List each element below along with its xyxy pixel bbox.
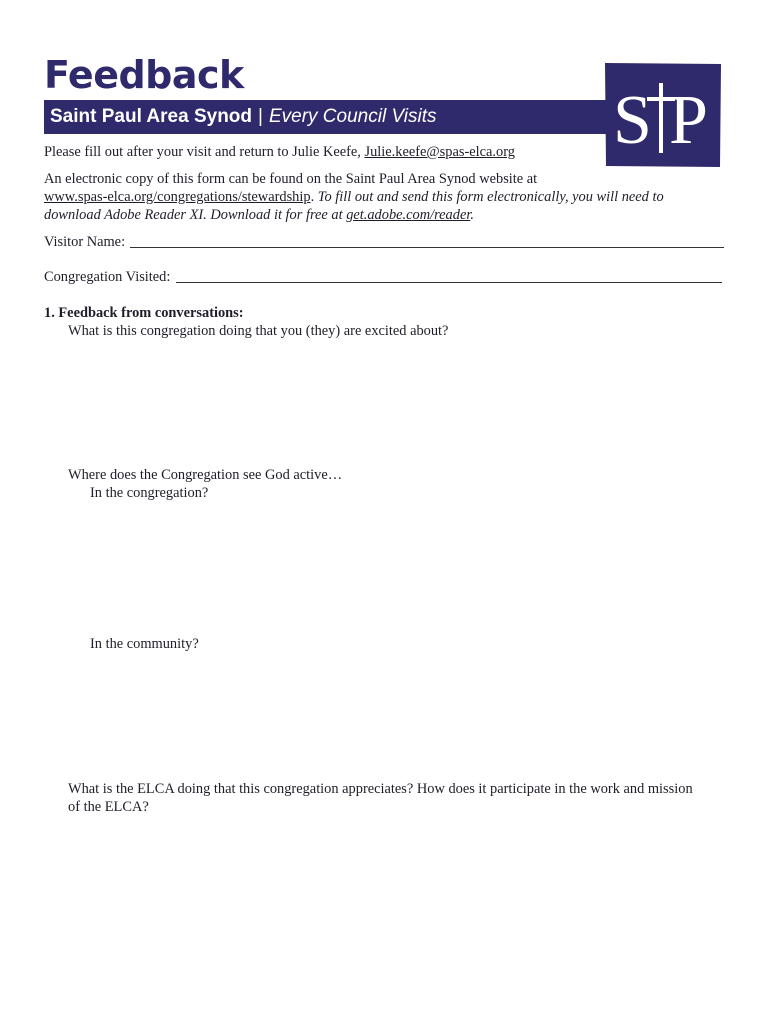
synod-name: Saint Paul Area Synod	[50, 106, 253, 127]
answer-area-3[interactable]	[68, 822, 724, 1002]
logo-letter-s: S	[613, 82, 652, 159]
visitor-name-field[interactable]	[130, 233, 724, 248]
sp-cross-logo-icon	[603, 61, 723, 169]
visitor-name-label: Visitor Name:	[44, 234, 126, 250]
instructions-part1: To fill out and send this form electronically, you will need to	[314, 189, 664, 205]
answer-area-2b[interactable]	[90, 657, 724, 772]
website-line	[44, 188, 664, 206]
answer-area-2a[interactable]	[90, 506, 724, 626]
answer-area-1[interactable]	[68, 345, 724, 455]
email-link[interactable]: Julie.keefe@spas-elca.org	[364, 144, 515, 160]
congregation-field[interactable]	[176, 268, 722, 283]
adobe-period: .	[470, 207, 474, 223]
logo-letter-p: P	[669, 82, 708, 159]
return-text: Please fill out after your visit and return to Julie Keefe,	[44, 144, 365, 160]
copy-line: An electronic copy of this form can be found on the Saint Paul Area Synod website at	[44, 171, 538, 187]
page-title: Feedback	[44, 53, 244, 97]
question-3-line2: of the ELCA?	[68, 799, 149, 815]
website-period: .	[310, 189, 315, 205]
question-3-line1: What is the ELCA doing that this congregation appreciates? How does it participate in the work and mission	[68, 781, 693, 797]
congregation-label: Congregation Visited:	[44, 269, 171, 285]
banner-separator: |	[258, 106, 263, 127]
banner-subtitle: Every Council Visits	[268, 106, 437, 127]
question-2: Where does the Congregation see God active…	[68, 467, 343, 483]
instructions-part2: download Adobe Reader XI. Download it for free at	[44, 207, 347, 223]
download-line	[44, 206, 474, 224]
question-2b: In the community?	[90, 636, 199, 652]
question-2a: In the congregation?	[90, 485, 209, 501]
website-link[interactable]: www.spas-elca.org/congregations/stewardship	[44, 189, 311, 205]
section-1-heading: 1. Feedback from conversations:	[44, 305, 244, 321]
question-1: What is this congregation doing that you (they) are excited about?	[68, 323, 449, 339]
return-instructions	[44, 143, 515, 161]
synod-banner	[44, 100, 609, 134]
adobe-link[interactable]: get.adobe.com/reader	[346, 207, 471, 223]
